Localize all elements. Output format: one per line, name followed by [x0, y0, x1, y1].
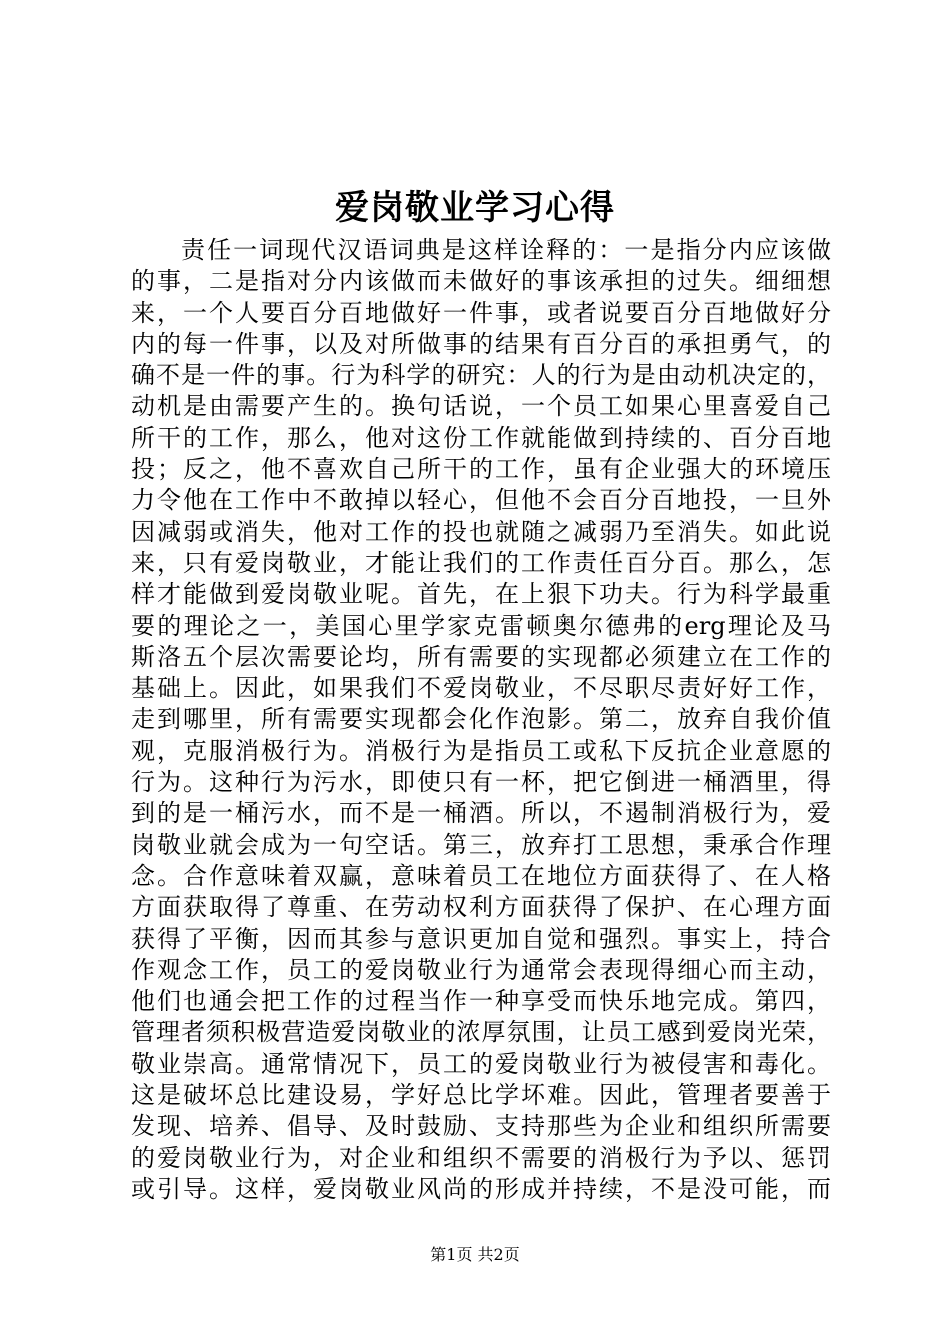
- body-line: 念。合作意味着双赢，意味着员工在地位方面获得了、在人格: [131, 861, 831, 890]
- body-line: 样才能做到爱岗敬业呢。首先，在上狠下功夫。行为科学最重: [131, 580, 831, 609]
- body-line: 这是破坏总比建设易，学好总比学坏难。因此，管理者要善于: [131, 1081, 831, 1110]
- document-body: [131, 235, 831, 1205]
- body-line: 的事，二是指对分内该做而未做好的事该承担的过失。细细想: [131, 267, 831, 296]
- body-line: 到的是一桶污水，而不是一桶酒。所以，不遏制消极行为，爱: [131, 799, 831, 828]
- body-line: 斯洛五个层次需要论均，所有需要的实现都必须建立在工作的: [131, 642, 831, 671]
- body-line: 岗敬业就会成为一句空话。第三，放弃打工思想，秉承合作理: [131, 830, 831, 859]
- body-line: 因减弱或消失，他对工作的投也就随之减弱乃至消失。如此说: [131, 517, 831, 546]
- body-line: 来，一个人要百分百地做好一件事，或者说要百分百地做好分: [131, 298, 831, 327]
- body-line: 管理者须积极营造爱岗敬业的浓厚氛围，让员工感到爱岗光荣，: [131, 1018, 831, 1047]
- body-line: 或引导。这样，爱岗敬业风尚的形成并持续，不是没可能，而: [131, 1174, 831, 1203]
- body-line: 来，只有爱岗敬业，才能让我们的工作责任百分百。那么，怎: [131, 548, 831, 577]
- body-line: 行为。这种行为污水，即使只有一杯，把它倒进一桶酒里，得: [131, 768, 831, 797]
- body-line: 内的每一件事，以及对所做事的结果有百分百的承担勇气，的: [131, 329, 831, 358]
- body-line: 所干的工作，那么，他对这份工作就能做到持续的、百分百地: [131, 423, 831, 452]
- body-line: 获得了平衡，因而其参与意识更加自觉和强烈。事实上，持合: [131, 924, 831, 953]
- body-line: 敬业崇高。通常情况下，员工的爱岗敬业行为被侵害和毒化。: [131, 1049, 831, 1078]
- body-line: 确不是一件的事。行为科学的研究：人的行为是由动机决定的，: [131, 361, 831, 390]
- body-line: 走到哪里，所有需要实现都会化作泡影。第二，放弃自我价值: [131, 705, 831, 734]
- body-line: 观，克服消极行为。消极行为是指员工或私下反抗企业意愿的: [131, 736, 831, 765]
- body-line: 要的理论之一，美国心里学家克雷顿奥尔德弗的erg理论及马: [131, 611, 831, 640]
- body-line: 基础上。因此，如果我们不爱岗敬业，不尽职尽责好好工作，: [131, 674, 831, 703]
- body-line: 方面获取得了尊重、在劳动权利方面获得了保护、在心理方面: [131, 893, 831, 922]
- body-line: 的爱岗敬业行为，对企业和组织不需要的消极行为予以、惩罚: [131, 1143, 831, 1172]
- body-line: 力令他在工作中不敢掉以轻心，但他不会百分百地投，一旦外: [131, 486, 831, 515]
- document-title: 爱岗敬业学习心得: [335, 188, 615, 228]
- body-line: 责任一词现代汉语词典是这样诠释的：一是指分内应该做: [181, 236, 831, 264]
- body-line: 作观念工作，员工的爱岗敬业行为通常会表现得细心而主动，: [131, 955, 831, 984]
- body-line: 投；反之，他不喜欢自己所干的工作，虽有企业强大的环境压: [131, 455, 831, 484]
- body-line: 发现、培养、倡导、及时鼓励、支持那些为企业和组织所需要: [131, 1112, 831, 1141]
- page-number-footer: 第1页 共2页: [430, 1245, 520, 1264]
- body-line: 动机是由需要产生的。换句话说，一个员工如果心里喜爱自己: [131, 392, 831, 421]
- body-line: 他们也通会把工作的过程当作一种享受而快乐地完成。第四，: [131, 987, 831, 1016]
